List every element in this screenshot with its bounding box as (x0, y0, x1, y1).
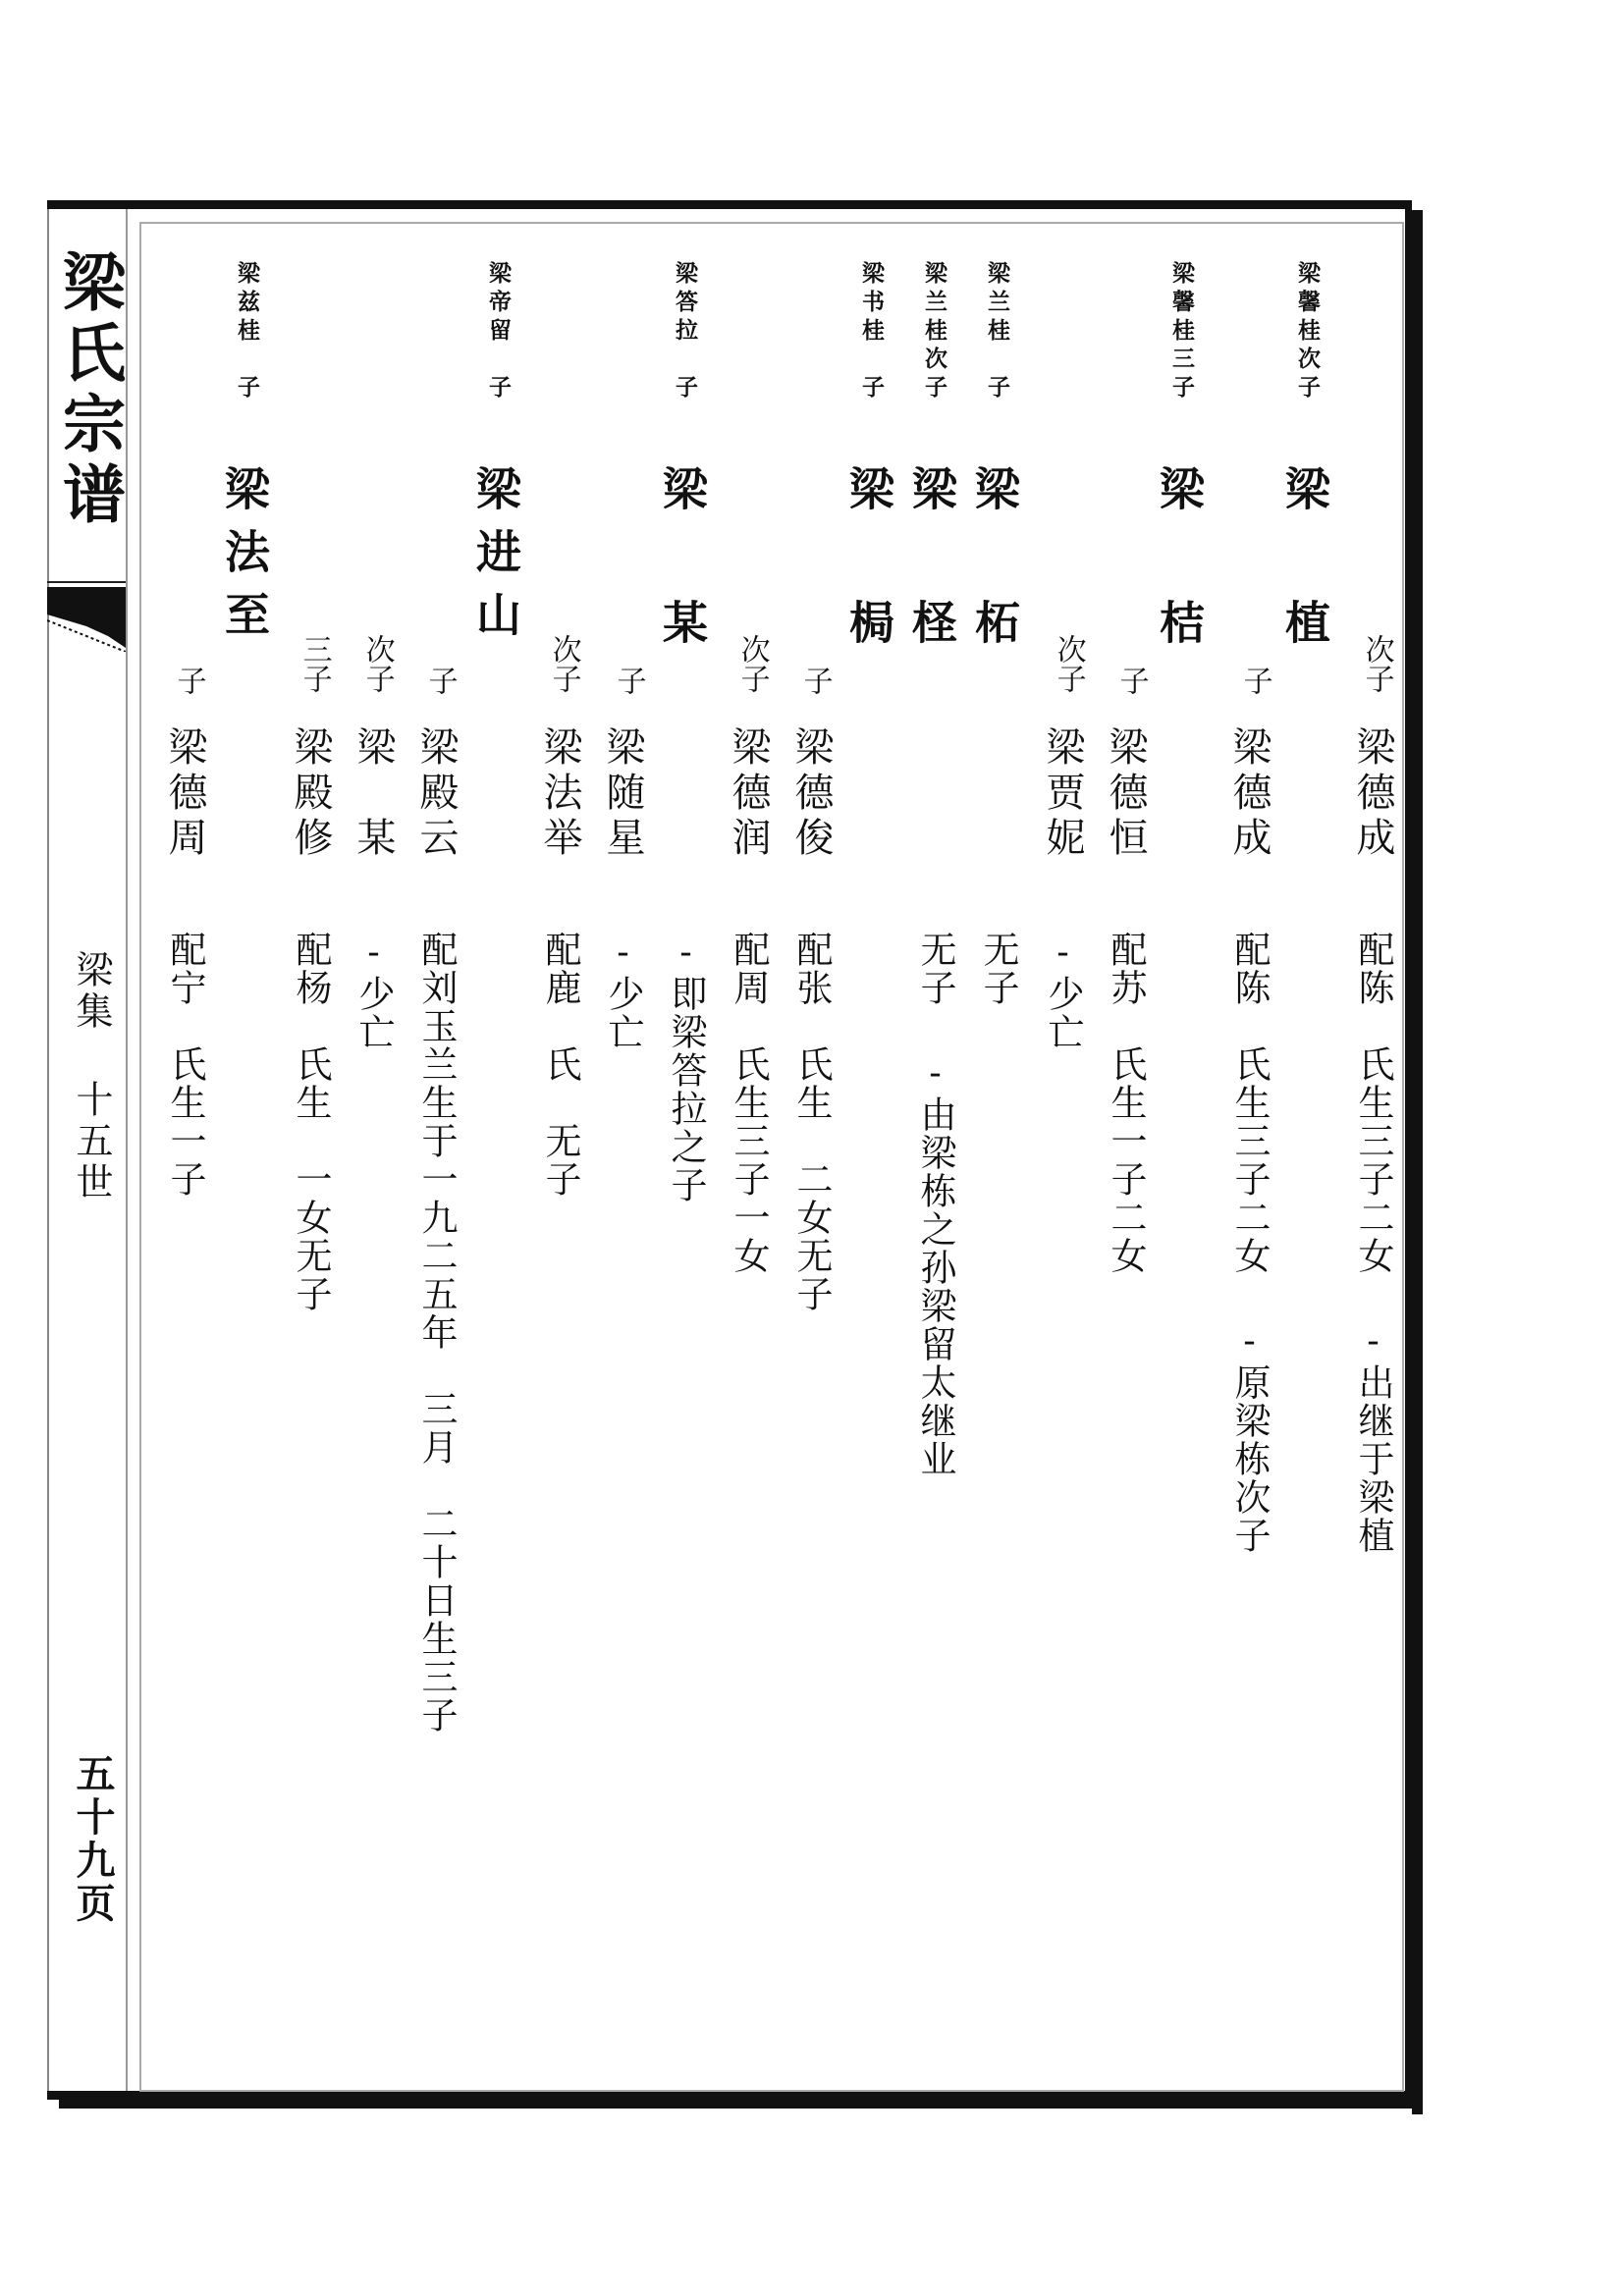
parent-note: 梁馨桂次子 (1294, 261, 1321, 403)
left-border-line (47, 209, 49, 2091)
child-detail: -少亡 (352, 931, 395, 1051)
spine-label: 梁集 十五世 (70, 950, 113, 1203)
parent-note: 梁兰桂 子 (984, 261, 1010, 403)
parent-note: 梁兰桂次子 (921, 261, 947, 403)
child-detail: -少亡 (602, 931, 644, 1051)
child-name: 梁法举 (537, 726, 582, 862)
child-name: 梁 某 (351, 726, 396, 862)
child-name: 梁德恒 (1103, 726, 1148, 862)
child-detail: 配张 氏生 二女无子 (790, 931, 833, 1313)
child-name: 梁随星 (600, 726, 645, 862)
child-name: 梁殿修 (288, 726, 333, 862)
child-detail: 无子 -由梁栋之孙梁留太继业 (914, 931, 956, 1478)
child-detail: 配苏 氏生一子二女 (1105, 931, 1147, 1275)
page-number: 五十九页 (70, 1753, 116, 1926)
fish-tail-mark-icon (47, 587, 126, 652)
child-detail: 配杨 氏生 一女无子 (290, 931, 332, 1313)
person-name: 梁 某 (656, 465, 709, 662)
child-detail: 配陈 氏生三子二女 -原梁栋次子 (1228, 931, 1271, 1555)
child-detail: 配陈 氏生三子二女 -出继于梁植 (1352, 931, 1394, 1555)
relation-label: 子 (422, 666, 458, 695)
child-name: 梁德周 (162, 726, 207, 862)
person-name: 梁 桔 (1153, 465, 1206, 662)
child-name: 梁德润 (726, 726, 771, 862)
relation-label: 三子 (297, 634, 332, 693)
person-name: 梁 柘 (968, 465, 1021, 662)
child-name: 梁殿云 (413, 726, 459, 862)
title-rule (47, 581, 126, 583)
person-name: 梁法至 (218, 465, 271, 654)
parent-note: 梁兹桂 子 (234, 261, 260, 403)
child-detail: 配宁 氏生一子 (164, 931, 206, 1199)
parent-note: 梁答拉 子 (672, 261, 698, 403)
relation-label: 子 (171, 666, 206, 695)
parent-note: 梁帝留 子 (485, 261, 512, 403)
parent-note: 梁书桂 子 (858, 261, 885, 403)
frame-shadow-right (1412, 210, 1423, 2114)
child-name: 梁德成 (1350, 726, 1395, 862)
relation-label: 子 (1237, 666, 1272, 695)
relation-label: 次子 (1359, 634, 1394, 693)
spine-divider (126, 209, 128, 2091)
parent-note: 梁馨桂三子 (1168, 261, 1195, 403)
relation-label: 子 (1113, 666, 1149, 695)
book-title: 梁氏宗谱 (52, 249, 126, 532)
child-detail: 配刘玉兰生于一九二五年 三月 二十日生三子 (415, 931, 458, 1735)
child-detail: 配鹿 氏 无子 (539, 931, 581, 1199)
child-detail: -即梁答拉之子 (665, 931, 707, 1204)
relation-label: 子 (797, 666, 833, 695)
relation-label: 子 (611, 666, 646, 695)
child-name: 梁贾妮 (1040, 726, 1085, 862)
relation-label: 次子 (359, 634, 395, 693)
child-detail: 无子 (977, 931, 1019, 1007)
frame-shadow-bottom (59, 2100, 1423, 2109)
person-name: 梁进山 (469, 465, 522, 654)
child-name: 梁德俊 (788, 726, 834, 862)
child-detail: -少亡 (1042, 931, 1084, 1051)
child-detail: 配周 氏生三子一女 (728, 931, 770, 1275)
relation-label: 次子 (734, 634, 770, 693)
child-name: 梁德成 (1226, 726, 1272, 862)
relation-label: 次子 (1051, 634, 1086, 693)
person-name: 梁 植 (1278, 465, 1331, 662)
relation-label: 次子 (546, 634, 581, 693)
person-name: 梁 梮 (842, 465, 895, 662)
person-name: 梁 柽 (905, 465, 958, 662)
